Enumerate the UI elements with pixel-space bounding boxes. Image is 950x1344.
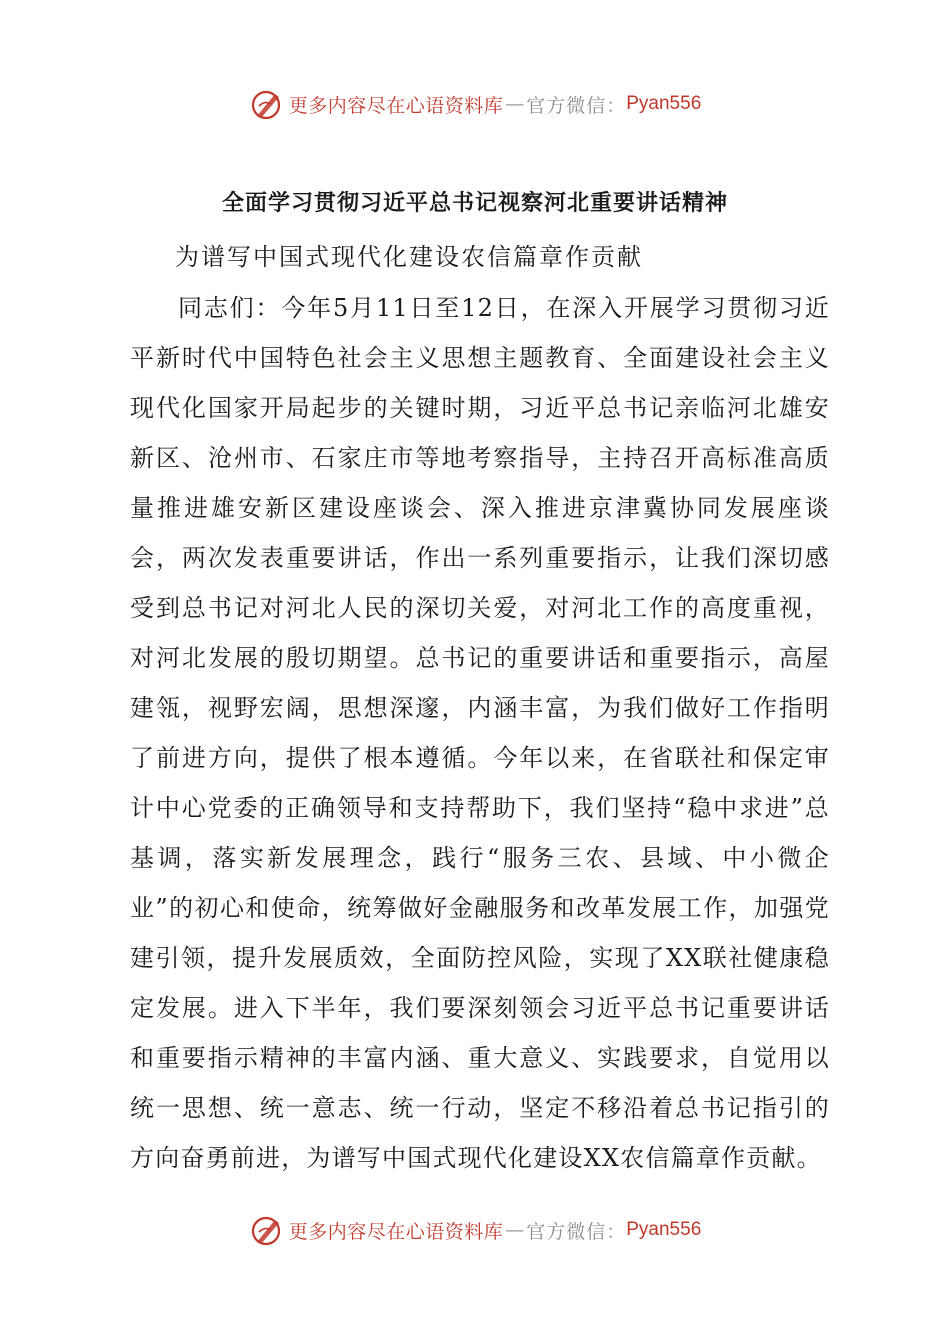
banner-account: Pyan556 [626,1219,702,1240]
header-banner [0,84,950,124]
pen-circle-logo-icon [249,86,285,122]
document-paragraph: 同志们：今年5月11日至12日，在深入开展学习贯彻习近平新时代中国特色社会主义思想主题教育、全面建设社会主义现代化国家开局起步的关键时期，习近平总书记亲临河北雄安新区、沧州市、石家庄市等地考察指导，主持召开高标准高质量推进雄安新区建设座谈会、深入推进京津冀协同发展座谈会，两次发表重要讲话，作出一系列重要指示，让我们深切感受到总书记对河北人民的深切关爱，对河北工作的高度重视，对河北发展的殷切期望。总书记的重要讲话和重要指示，高屋建瓴，视野宏阔，思想深邃，内涵丰富，为我们做好工作指明了前进方向，提供了根本遵循。今年以来，在省联社和保定审计中心党委的正确领导和支持帮助下，我们坚持“稳中求进”总基调，落实新发展理念，践行“服务三农、县域、中小微企业”的初心和使命，统筹做好金融服务和改革发展工作，加强党建引领，提升发展质效，全面防控风险，实现了XX联社健康稳定发展。进入下半年，我们要深刻领会习近平总书记重要讲话和重要指示精神的丰富内涵、重大意义、实践要求，自觉用以统一思想、统一意志、统一行动，坚定不移沿着总书记指引的方向奋勇前进，为谱写中国式现代化建设XX农信篇章作贡献。 [130,294,830,1172]
banner-dash: — [505,93,525,115]
document-subtitle: 为谱写中国式现代化建设农信篇章作贡献 [175,243,643,271]
banner-wechat-label: 官方微信： [526,1220,627,1243]
document-title: 全面学习贯彻习近平总书记视察河北重要讲话精神 [221,191,728,216]
banner-account: Pyan556 [626,93,702,114]
banner-red-text: 更多内容尽在心语资料库 [288,94,504,117]
banner-red-text: 更多内容尽在心语资料库 [288,1220,504,1243]
banner-dash: — [505,1219,525,1241]
banner-wechat-label: 官方微信： [526,94,627,117]
pen-circle-logo-icon [249,1212,285,1248]
footer-banner [0,1210,950,1250]
